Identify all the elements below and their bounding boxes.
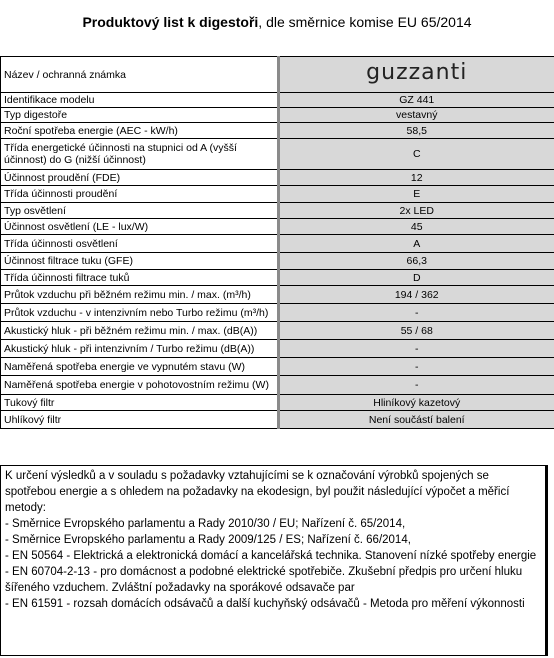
spec-row [1,123,554,139]
spec-table-body [1,57,554,429]
spec-value-logo [279,57,554,93]
spec-value: Není součástí balení [279,411,554,429]
spec-label: Tukový filtr [1,395,279,411]
spec-row [1,304,554,322]
spec-row [1,322,554,340]
spec-label: Naměřená spotřeba energie ve vypnutém stavu (W) [1,358,279,376]
spec-value: - [279,358,554,376]
spec-label: Typ digestoře [1,108,279,123]
spec-value: - [279,376,554,395]
spec-value: 45 [279,219,554,235]
spec-value: - [279,340,554,358]
spec-row [1,93,554,108]
product-spec-table [0,56,554,429]
spec-value: 194 / 362 [279,286,554,304]
spec-label: Akustický hluk - při intenzivním / Turbo režimu (dB(A)) [1,340,279,358]
spec-label: Třída účinnosti osvětlení [1,235,279,253]
methods-note-list [5,516,541,612]
spec-row [1,235,554,253]
spec-row [1,186,554,203]
spec-value: A [279,235,554,253]
spec-label: Třída účinnosti proudění [1,186,279,203]
spec-label: Účinnost filtrace tuku (GFE) [1,253,279,270]
spec-label: Třída účinnosti filtrace tuků [1,270,279,286]
spec-value: vestavný [279,108,554,123]
spec-value: 66,3 [279,253,554,270]
spec-row [1,253,554,270]
spec-label: Účinnost proudění (FDE) [1,170,279,186]
spec-row [1,340,554,358]
spec-value: GZ 441 [279,93,554,108]
brand-logo: guzzanti [366,60,468,85]
spec-value: - [279,304,554,322]
spec-label: Naměřená spotřeba energie v pohotovostním režimu (W) [1,376,279,395]
spec-value: 12 [279,170,554,186]
spec-label: Účinnost osvětlení (LE - lux/W) [1,219,279,235]
spec-row [1,358,554,376]
spec-row [1,139,554,170]
page-title-bold: Produktový list k digestoři [82,14,259,30]
spec-label: Uhlíkový filtr [1,411,279,429]
page-title-rest: , dle směrnice komise EU 65/2014 [258,14,472,30]
methods-note-item: - Směrnice Evropského parlamentu a Rady 2009/125 / ES; Nařízení č. 66/2014, [5,534,411,546]
spec-row [1,219,554,235]
methods-note-item: - EN 60704-2-13 - pro domácnost a podobné elektrické spotřebiče. Zkušební předpis pro určení hluku šířeného vzduchem. Zvláštní požadavky na sporákové odsavače par [5,566,523,594]
spec-label: Název / ochranná známka [1,57,279,93]
spec-row [1,108,554,123]
spec-value: Hliníkový kazetový [279,395,554,411]
methods-note [0,465,548,656]
spec-value: E [279,186,554,203]
spec-row [1,57,554,93]
spec-row [1,376,554,395]
spec-value: 2x LED [279,203,554,219]
spec-row [1,411,554,429]
spec-value: 58,5 [279,123,554,139]
spec-row [1,270,554,286]
methods-note-item: - EN 50564 - Elektrická a elektronická domácí a kancelářská technika. Stanovení nízké spotřeby energie [5,550,537,562]
spec-row [1,286,554,304]
spec-label: Třída energetické účinnosti na stupnici od A (vyšší účinnost) do G (nižší účinnost) [1,139,279,170]
spec-row [1,395,554,411]
page-title [0,14,554,30]
methods-note-item: - EN 61591 - rozsah domácích odsávačů a další kuchyňský odsávačů - Metoda pro měření výkonnosti [5,598,525,610]
spec-label: Identifikace modelu [1,93,279,108]
spec-label: Průtok vzduchu při běžném režimu min. / max. (m³/h) [1,286,279,304]
spec-row [1,170,554,186]
spec-value: 55 / 68 [279,322,554,340]
spec-label: Typ osvětlení [1,203,279,219]
spec-label: Roční spotřeba energie (AEC - kW/h) [1,123,279,139]
spec-label: Průtok vzduchu - v intenzivním nebo Turbo režimu (m³/h) [1,304,279,322]
spec-row [1,203,554,219]
spec-value: C [279,139,554,170]
methods-note-item: - Směrnice Evropského parlamentu a Rady 2010/30 / EU; Nařízení č. 65/2014, [5,518,406,530]
methods-note-intro: K určení výsledků a v souladu s požadavky vztahujícími se k označování výrobků spojených se spotřebou energie a s ohledem na požadavky na ekodesign, byl použit následující výpočet a měřicí metody: [5,470,510,514]
spec-value: D [279,270,554,286]
spec-label: Akustický hluk - při běžném režimu min. / max. (dB(A)) [1,322,279,340]
